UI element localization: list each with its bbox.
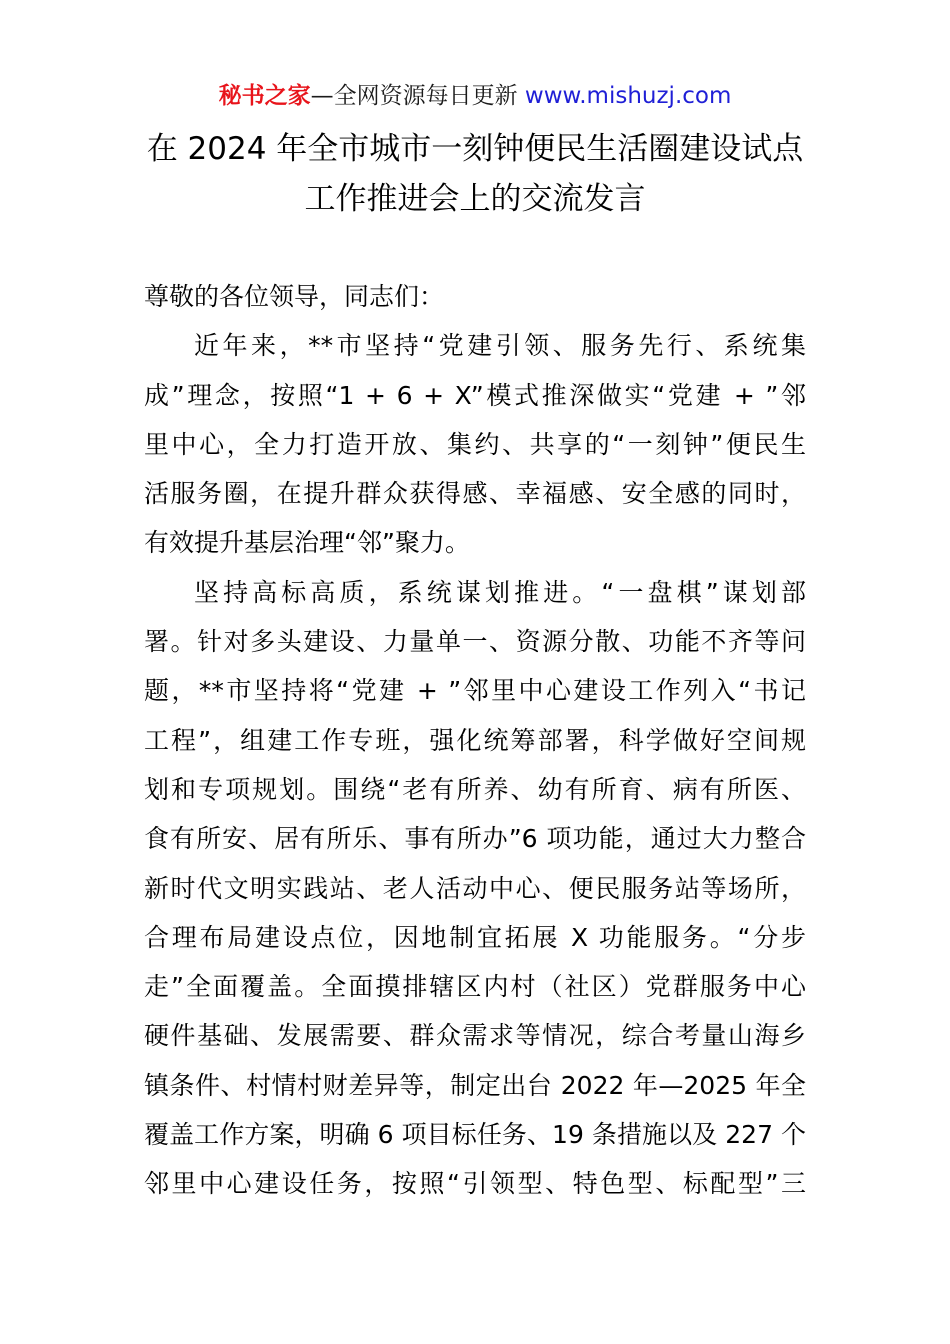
paragraph-line: 近年来，**市坚持“党建引领、服务先行、系统集 (194, 331, 806, 361)
paragraph-line: 活服务圈，在提升群众获得感、幸福感、安全感的同时， (144, 479, 806, 509)
paragraph-line: 工程”，组建工作专班，强化统筹部署，科学做好空间规 (144, 725, 806, 755)
paragraph-line: 走”全面覆盖。全面摸排辖区内村（社区）党群服务中心 (144, 972, 806, 1002)
brand-name: 秘书之家 (218, 83, 311, 109)
paragraph-line: 里中心，全力打造开放、集约、共享的“一刻钟”便民生 (144, 429, 806, 459)
title-line-1: 在 2024 年全市城市一刻钟便民生活圈建设试点 (146, 131, 804, 167)
paragraph-line: 成”理念，按照“1 + 6 + X”模式推深做实“党建 + ”邻 (144, 380, 806, 410)
document-title (60, 124, 890, 224)
document-body (144, 272, 806, 1209)
paragraph-line: 署。针对多头建设、力量单一、资源分散、功能不齐等问 (144, 627, 806, 657)
paragraph-line: 食有所安、居有所乐、事有所办”6 项功能，通过大力整合 (144, 824, 806, 854)
paragraph-line: 坚持高标高质，系统谋划推进。“一盘棋”谋划部 (194, 577, 806, 607)
paragraph-line: 合理布局建设点位，因地制宜拓展 X 功能服务。“分步 (144, 922, 806, 952)
paragraph-line: 镇条件、村情村财差异等，制定出台 2022 年—2025 年全 (144, 1070, 806, 1100)
title-line-2: 工作推进会上的交流发言 (304, 181, 646, 217)
header-tagline: —全网资源每日更新 (310, 83, 525, 109)
paragraph-line: 有效提升基层治理“邻”聚力。 (144, 528, 470, 558)
paragraph-line: 题，**市坚持将“党建 + ”邻里中心建设工作列入“书记 (144, 676, 806, 706)
paragraph-line: 硬件基础、发展需要、群众需求等情况，综合考量山海乡 (144, 1021, 806, 1051)
paragraph-line: 覆盖工作方案，明确 6 项目标任务、19 条措施以及 227 个 (144, 1120, 806, 1150)
paragraph-line: 划和专项规划。围绕“老有所养、幼有所育、病有所医、 (144, 774, 806, 804)
salutation-line: 尊敬的各位领导，同志们： (144, 282, 445, 311)
paragraph-line: 新时代文明实践站、老人活动中心、便民服务站等场所， (144, 873, 806, 903)
paragraph-line: 邻里中心建设任务，按照“引领型、特色型、标配型”三 (144, 1169, 806, 1199)
site-header (0, 80, 950, 112)
site-url-link[interactable]: www.mishuzj.com (524, 83, 732, 109)
